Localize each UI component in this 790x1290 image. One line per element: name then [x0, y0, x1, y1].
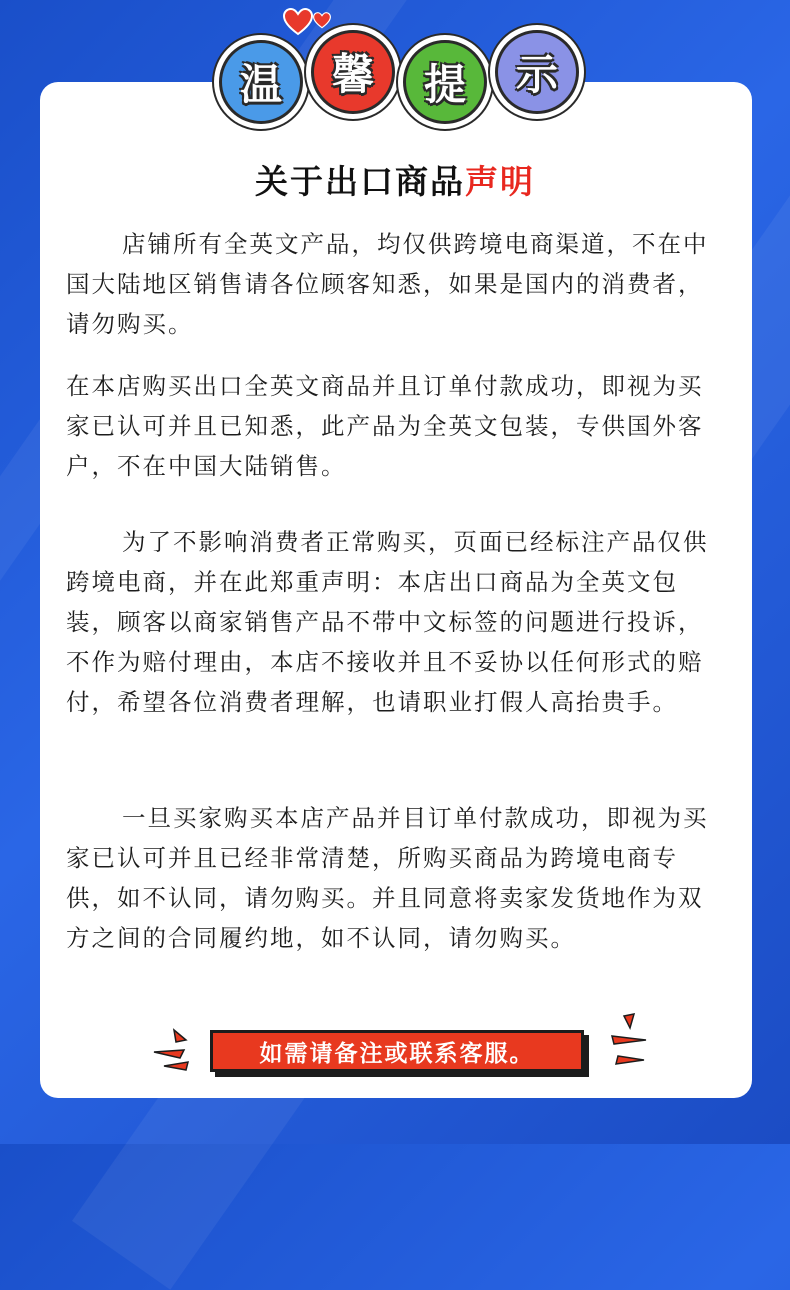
badge-char: 提 [423, 60, 466, 109]
badge-notice [495, 30, 579, 114]
title-highlight: 声明 [465, 162, 535, 201]
paragraph-4: 一旦买家购买本店产品并目订单付款成功，即视为买家已认可并且已经非常清楚，所购买商品为跨境电商专供，如不认同，请勿购买。并且同意将卖家发货地作为双方之间的合同履约地，如不认同，请勿购买。 [66, 804, 709, 952]
badge-fragrant [311, 30, 395, 114]
paragraph-3: 为了不影响消费者正常购买，页面已经标注产品仅供跨境电商，并在此郑重声明：本店出口商品为全英文包装，顾客以商家销售产品不带中文标签的问题进行投诉，不作为赔付理由，本店不接收并且不妥协以任何形式的赔付，希望各位消费者理解，也请职业打假人高抬贵手。 [66, 528, 709, 716]
heart-icon [283, 8, 313, 36]
badge-char: 馨 [331, 50, 374, 99]
contact-banner [150, 1026, 650, 1086]
warm-tip-header [215, 8, 585, 138]
page-title [0, 156, 790, 203]
burst-left-icon [150, 1026, 198, 1074]
badge-remind [403, 40, 487, 124]
heart-icon-small [313, 12, 331, 29]
badge-char: 温 [239, 60, 282, 109]
paragraph-1: 店铺所有全英文产品，均仅供跨境电商渠道，不在中国大陆地区销售请各位顾客知悉，如果是国内的消费者，请勿购买。 [66, 230, 709, 338]
badge-char: 示 [515, 50, 558, 99]
badge-warm [219, 40, 303, 124]
contact-service-button[interactable] [210, 1030, 584, 1072]
cta-label: 如需请备注或联系客服。 [259, 1040, 535, 1067]
paragraph-2: 在本店购买出口全英文商品并且订单付款成功，即视为买家已认可并且已知悉，此产品为全英文包装，专供国外客户，不在中国大陆销售。 [66, 372, 704, 480]
title-main: 关于出口商品 [255, 162, 465, 201]
burst-right-icon [604, 1010, 652, 1070]
